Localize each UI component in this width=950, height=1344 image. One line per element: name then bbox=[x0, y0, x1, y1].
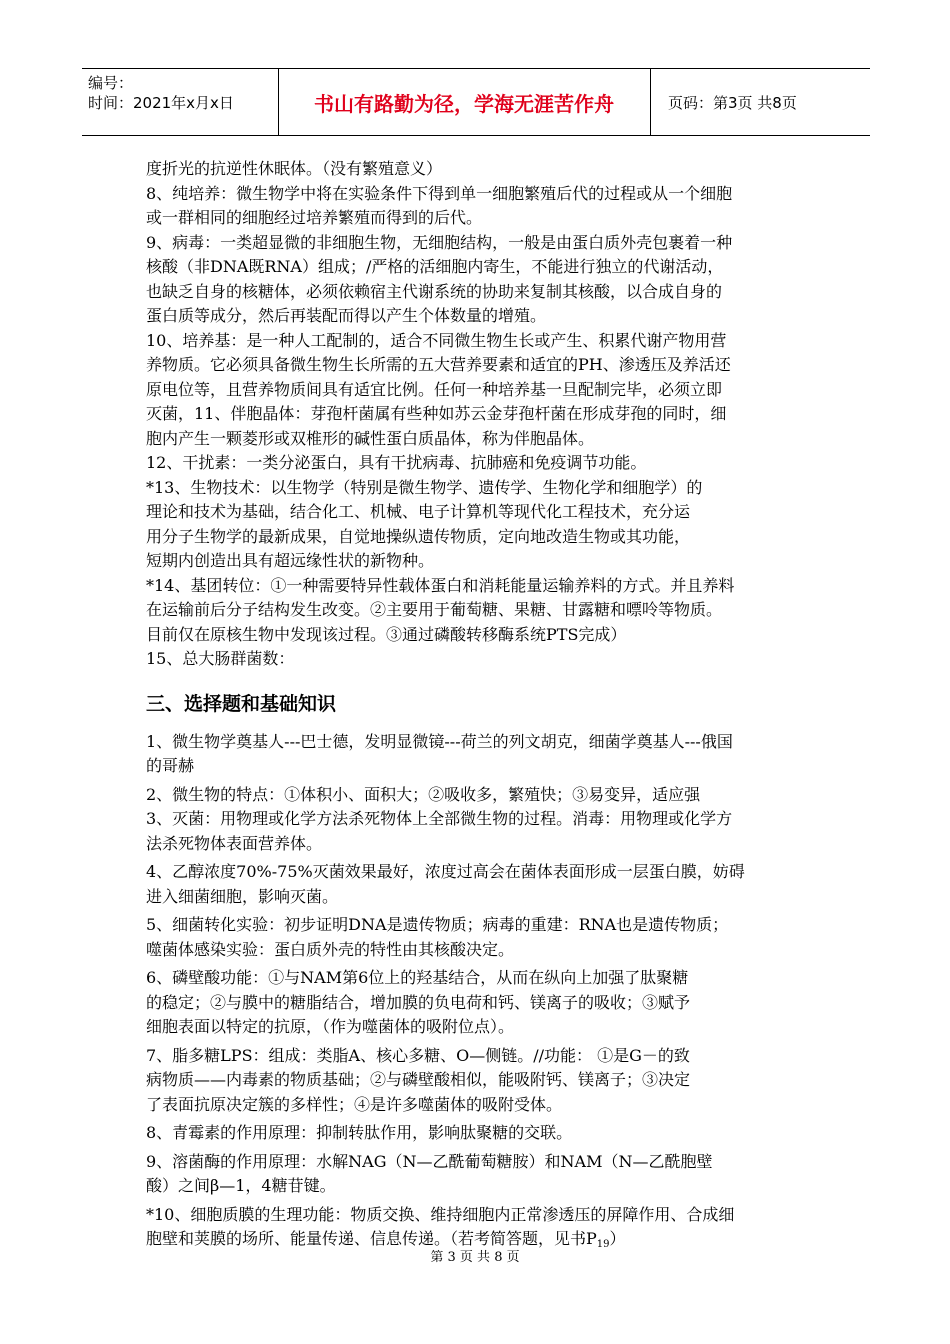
text-block-basics bbox=[146, 730, 858, 1252]
header-meta bbox=[88, 73, 288, 113]
text-line: 也缺乏自身的核糖体，必须依赖宿主代谢系统的协助来复制其核酸，以合成自身的 bbox=[146, 281, 723, 301]
page-ref-subscript: 19 bbox=[596, 1239, 610, 1250]
serial-label: 编号： bbox=[88, 74, 134, 92]
text-line: 2、微生物的特点：①体积小、面积大；②吸收多，繁殖快；③易变异，适应强 bbox=[146, 784, 701, 804]
text-line: 噬菌体感染实验：蛋白质外壳的特性由其核酸决定。 bbox=[146, 939, 515, 959]
text-line: 6、磷壁酸功能：①与NAM第6位上的羟基结合，从而在纵向上加强了肽聚糖 bbox=[146, 968, 689, 987]
text-line: *13、生物技术：以生物学（特别是微生物学、遗传学、生物化学和细胞学）的 bbox=[146, 477, 703, 497]
text-line: *10、细胞质膜的生理功能：物质交换、维持细胞内正常渗透压的屏障作用、合成细 bbox=[146, 1204, 735, 1224]
text-line: 7、脂多糖LPS：组成：类脂A、核心多糖、O—侧链。//功能： ①是G－的致 bbox=[146, 1045, 690, 1065]
text-line: 度折光的抗逆性休眠体。（没有繁殖意义） bbox=[146, 159, 443, 178]
text-line: *14、基团转位：①一种需要特异性载体蛋白和消耗能量运输养料的方式。并且养料 bbox=[146, 575, 735, 595]
text-line: 酸）之间β—1，4糖苷键。 bbox=[146, 1176, 336, 1195]
text-line: 胞内产生一颗菱形或双椎形的碱性蛋白质晶体，称为伴胞晶体。 bbox=[146, 428, 595, 448]
header-motto: 书山有路勤为径，学海无涯苦作舟 bbox=[314, 91, 614, 116]
text-line: 用分子生物学的最新成果，自觉地操纵遗传物质，定向地改造生物或其功能， bbox=[146, 526, 691, 546]
text-line: 病物质——内毒素的物质基础；②与磷壁酸相似，能吸附钙、镁离子；③决定 bbox=[146, 1070, 691, 1089]
text-line: 8、纯培养：微生物学中将在实验条件下得到单一细胞繁殖后代的过程或从一个细胞 bbox=[146, 183, 733, 203]
page-header bbox=[82, 68, 870, 136]
text-line: 目前仅在原核生物中发现该过程。③通过磷酸转移酶系统PTS完成） bbox=[146, 624, 627, 644]
text-line: 1、微生物学奠基人---巴士德，发明显微镜---荷兰的列文胡克，细菌学奠基人---俄国 bbox=[146, 731, 733, 751]
text-line: 法杀死物体表面营养体。 bbox=[146, 833, 323, 853]
text-line: 15、总大肠群菌数： bbox=[146, 649, 295, 668]
text-line: 养物质。它必须具备微生物生长所需的五大营养要素和适宜的PH、渗透压及养活还 bbox=[146, 355, 731, 374]
text-line: 10、培养基：是一种人工配制的，适合不同微生物生长或产生、积累代谢产物用营 bbox=[146, 330, 727, 350]
text-line: 细胞表面以特定的抗原，（作为噬菌体的吸附位点）。 bbox=[146, 1017, 515, 1036]
text-line: 核酸（非DNA既RNA）组成；/严格的活细胞内寄生，不能进行独立的代谢活动， bbox=[146, 257, 724, 276]
text-line: 9、病毒：一类超显微的非细胞生物，无细胞结构，一般是由蛋白质外壳包裹着一种 bbox=[146, 232, 733, 252]
text-line: 的哥赫 bbox=[146, 756, 195, 775]
page-footer: 第 3 页 共 8 页 bbox=[430, 1250, 520, 1265]
text-line: 8、青霉素的作用原理：抑制转肽作用，影响肽聚糖的交联。 bbox=[146, 1123, 573, 1142]
text-line: 4、乙醇浓度70%-75%灭菌效果最好，浓度过高会在菌体表面形成一层蛋白膜，妨碍 bbox=[146, 862, 745, 881]
text-line: 的稳定；②与膜中的糖脂结合，增加膜的负电荷和钙、镁离子的吸收；③赋予 bbox=[146, 992, 691, 1012]
text-line: 在运输前后分子结构发生改变。②主要用于葡萄糖、果糖、甘露糖和嘌呤等物质。 bbox=[146, 600, 723, 619]
text-line: 或一群相同的细胞经过培养繁殖而得到的后代。 bbox=[146, 208, 483, 227]
header-page-info: 页码：第3页 共8页 bbox=[668, 93, 797, 112]
section-heading: 三、选择题和基础知识 bbox=[146, 692, 337, 715]
text-block-definitions bbox=[146, 157, 858, 672]
text-line: 12、干扰素：一类分泌蛋白，具有干扰病毒、抗肺癌和免疫调节功能。 bbox=[146, 453, 647, 472]
text-line: 9、溶菌酶的作用原理：水解NAG（N—乙酰葡萄糖胺）和NAM（N—乙酰胞壁 bbox=[146, 1151, 713, 1171]
page-ref-close: ） bbox=[609, 1229, 626, 1248]
text-line: 原电位等，且营养物质间具有适宜比例。任何一种培养基一旦配制完毕，必须立即 bbox=[146, 379, 723, 399]
text-line: 蛋白质等成分，然后再装配而得以产生个体数量的增殖。 bbox=[146, 306, 547, 325]
time-label: 时间：2021年x月x日 bbox=[88, 94, 234, 112]
text-line: 胞壁和荚膜的场所、能量传递、信息传递。（若考简答题，见书$P_{19}$） bbox=[146, 1229, 626, 1250]
text-line: 了表面抗原决定簇的多样性；④是许多噬菌体的吸附受体。 bbox=[146, 1094, 563, 1114]
text-line: 进入细菌细胞，影响灭菌。 bbox=[146, 886, 339, 906]
text-line: 短期内创造出具有超远缘性状的新物种。 bbox=[146, 551, 435, 570]
text-line: 灭菌，11、伴胞晶体：芽孢杆菌属有些种如苏云金芽孢杆菌在形成芽孢的同时，细 bbox=[146, 404, 727, 423]
body-text bbox=[146, 157, 858, 1252]
text-line: 3、灭菌：用物理或化学方法杀死物体上全部微生物的过程。消毒：用物理或化学方 bbox=[146, 809, 733, 828]
text-line: 5、细菌转化实验：初步证明DNA是遗传物质；病毒的重建：RNA也是遗传物质； bbox=[146, 915, 729, 934]
text-line: 理论和技术为基础，结合化工、机械、电子计算机等现代化工程技术，充分运 bbox=[146, 502, 691, 521]
header-divider-right bbox=[650, 69, 651, 135]
